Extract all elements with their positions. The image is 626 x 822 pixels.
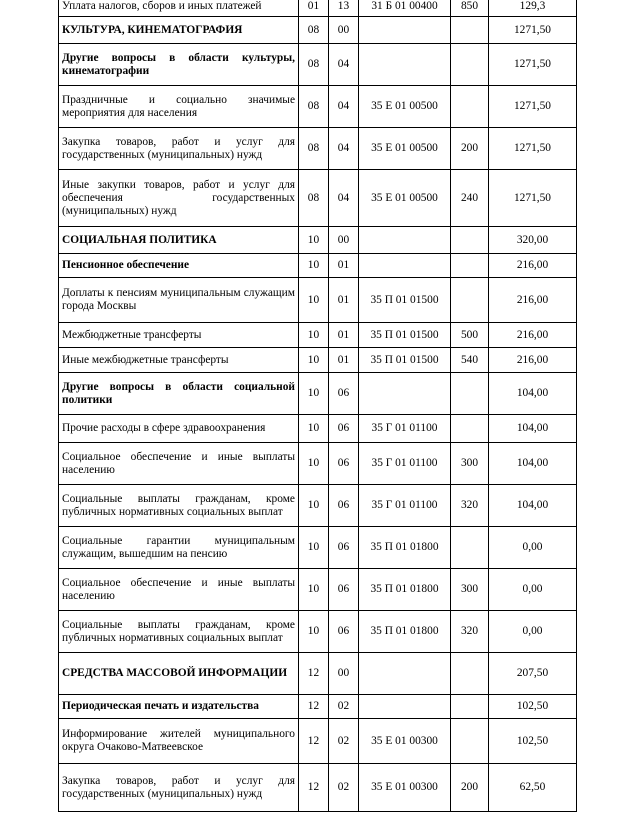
subsection-code: 04 [329,170,359,227]
table-row [59,653,577,695]
amount: 216,00 [489,278,577,323]
subsection-code: 06 [329,415,359,443]
target-article-code [359,695,451,719]
expense-name: Другие вопросы в области социальной политики [59,373,299,415]
subsection-code: 06 [329,373,359,415]
table-row [59,128,577,170]
expense-name: Социальное обеспечение и иные выплаты населению [59,443,299,485]
expense-name: Межбюджетные трансферты [59,323,299,348]
subsection-code: 00 [329,17,359,44]
section-code: 10 [299,278,329,323]
table-row [59,170,577,227]
expense-name: Иные межбюджетные трансферты [59,348,299,373]
expense-type-code [451,415,489,443]
target-article-code: 35 Е 01 00300 [359,764,451,812]
section-code: 12 [299,719,329,764]
target-article-code: 35 П 01 01500 [359,348,451,373]
table-row [59,44,577,86]
section-code: 08 [299,44,329,86]
expense-name: Закупка товаров, работ и услуг для государственных (муниципальных) нужд [59,764,299,812]
expense-name: Закупка товаров, работ и услуг для государственных (муниципальных) нужд [59,128,299,170]
subsection-code: 06 [329,611,359,653]
table-row [59,17,577,44]
amount: 216,00 [489,254,577,278]
target-article-code [359,254,451,278]
expense-type-code [451,653,489,695]
amount: 207,50 [489,653,577,695]
target-article-code: 35 П 01 01500 [359,278,451,323]
expense-name: Информирование жителей муниципального округа Очаково-Матвеевское [59,719,299,764]
section-code: 10 [299,527,329,569]
amount: 1271,50 [489,17,577,44]
section-code: 10 [299,569,329,611]
section-code: 01 [299,0,329,17]
expense-type-code [451,695,489,719]
budget-table [58,0,577,812]
amount: 129,3 [489,0,577,17]
target-article-code: 35 Г 01 01100 [359,485,451,527]
target-article-code [359,227,451,254]
subsection-code: 01 [329,254,359,278]
target-article-code [359,653,451,695]
table-row [59,443,577,485]
subsection-code: 01 [329,278,359,323]
expense-name: Периодическая печать и издательства [59,695,299,719]
expense-type-code: 200 [451,128,489,170]
table-row [59,373,577,415]
amount: 216,00 [489,348,577,373]
expense-type-code: 200 [451,764,489,812]
subsection-code: 06 [329,569,359,611]
expense-type-code: 300 [451,443,489,485]
expense-name: СРЕДСТВА МАССОВОЙ ИНФОРМАЦИИ [59,653,299,695]
table-row [59,0,577,17]
subsection-code: 06 [329,527,359,569]
expense-type-code: 500 [451,323,489,348]
amount: 1271,50 [489,128,577,170]
subsection-code: 00 [329,227,359,254]
table-row [59,485,577,527]
amount: 1271,50 [489,170,577,227]
target-article-code: 35 П 01 01500 [359,323,451,348]
section-code: 10 [299,254,329,278]
expense-type-code: 300 [451,569,489,611]
subsection-code: 02 [329,719,359,764]
table-row [59,611,577,653]
target-article-code: 35 Е 01 00500 [359,170,451,227]
subsection-code: 04 [329,128,359,170]
table-row [59,764,577,812]
target-article-code: 35 П 01 01800 [359,527,451,569]
amount: 102,50 [489,695,577,719]
expense-type-code: 240 [451,170,489,227]
amount: 104,00 [489,415,577,443]
amount: 1271,50 [489,44,577,86]
target-article-code: 35 Г 01 01100 [359,415,451,443]
expense-type-code [451,278,489,323]
subsection-code: 06 [329,485,359,527]
subsection-code: 02 [329,695,359,719]
table-row [59,569,577,611]
amount: 104,00 [489,373,577,415]
expense-type-code [451,44,489,86]
target-article-code: 35 Г 01 01100 [359,443,451,485]
target-article-code [359,373,451,415]
expense-name: Пенсионное обеспечение [59,254,299,278]
section-code: 10 [299,415,329,443]
subsection-code: 04 [329,44,359,86]
expense-type-code [451,527,489,569]
table-row [59,415,577,443]
expense-name: Социальные выплаты гражданам, кроме публичных нормативных социальных выплат [59,485,299,527]
amount: 0,00 [489,527,577,569]
subsection-code: 13 [329,0,359,17]
expense-name: Праздничные и социально значимые мероприятия для населения [59,86,299,128]
table-row [59,227,577,254]
target-article-code: 31 Б 01 00400 [359,0,451,17]
table-row [59,695,577,719]
table-row [59,86,577,128]
section-code: 08 [299,128,329,170]
subsection-code: 00 [329,653,359,695]
expense-name: Уплата налогов, сборов и иных платежей [59,0,299,17]
expense-name: КУЛЬТУРА, КИНЕМАТОГРАФИЯ [59,17,299,44]
target-article-code: 35 П 01 01800 [359,569,451,611]
amount: 0,00 [489,611,577,653]
expense-type-code: 320 [451,485,489,527]
amount: 104,00 [489,443,577,485]
target-article-code: 35 Е 01 00500 [359,128,451,170]
table-row [59,719,577,764]
amount: 102,50 [489,719,577,764]
section-code: 08 [299,86,329,128]
expense-type-code: 540 [451,348,489,373]
target-article-code: 35 Е 01 00500 [359,86,451,128]
expense-name: Социальные гарантии муниципальным служащим, вышедшим на пенсию [59,527,299,569]
section-code: 10 [299,443,329,485]
amount: 62,50 [489,764,577,812]
section-code: 12 [299,695,329,719]
expense-name: Иные закупки товаров, работ и услуг для обеспечения государственных (муниципальных) нужд [59,170,299,227]
subsection-code: 01 [329,323,359,348]
expense-type-code [451,227,489,254]
section-code: 10 [299,373,329,415]
amount: 320,00 [489,227,577,254]
target-article-code [359,17,451,44]
expense-name: СОЦИАЛЬНАЯ ПОЛИТИКА [59,227,299,254]
section-code: 12 [299,764,329,812]
table-row [59,527,577,569]
subsection-code: 02 [329,764,359,812]
section-code: 10 [299,485,329,527]
target-article-code: 35 П 01 01800 [359,611,451,653]
subsection-code: 01 [329,348,359,373]
expense-type-code [451,17,489,44]
section-code: 08 [299,170,329,227]
section-code: 10 [299,611,329,653]
table-row [59,254,577,278]
expense-name: Социальное обеспечение и иные выплаты населению [59,569,299,611]
section-code: 10 [299,323,329,348]
target-article-code: 35 Е 01 00300 [359,719,451,764]
expense-type-code [451,86,489,128]
amount: 0,00 [489,569,577,611]
amount: 216,00 [489,323,577,348]
expense-name: Социальные выплаты гражданам, кроме публичных нормативных социальных выплат [59,611,299,653]
subsection-code: 06 [329,443,359,485]
section-code: 10 [299,348,329,373]
section-code: 10 [299,227,329,254]
expense-type-code [451,719,489,764]
amount: 1271,50 [489,86,577,128]
table-row [59,348,577,373]
target-article-code [359,44,451,86]
subsection-code: 04 [329,86,359,128]
expense-type-code: 320 [451,611,489,653]
expense-name: Прочие расходы в сфере здравоохранения [59,415,299,443]
amount: 104,00 [489,485,577,527]
expense-type-code [451,254,489,278]
section-code: 08 [299,17,329,44]
table-row [59,278,577,323]
section-code: 12 [299,653,329,695]
expense-name: Доплаты к пенсиям муниципальным служащим города Москвы [59,278,299,323]
expense-type-code [451,373,489,415]
table-row [59,323,577,348]
expense-name: Другие вопросы в области культуры, кинематографии [59,44,299,86]
expense-type-code: 850 [451,0,489,17]
